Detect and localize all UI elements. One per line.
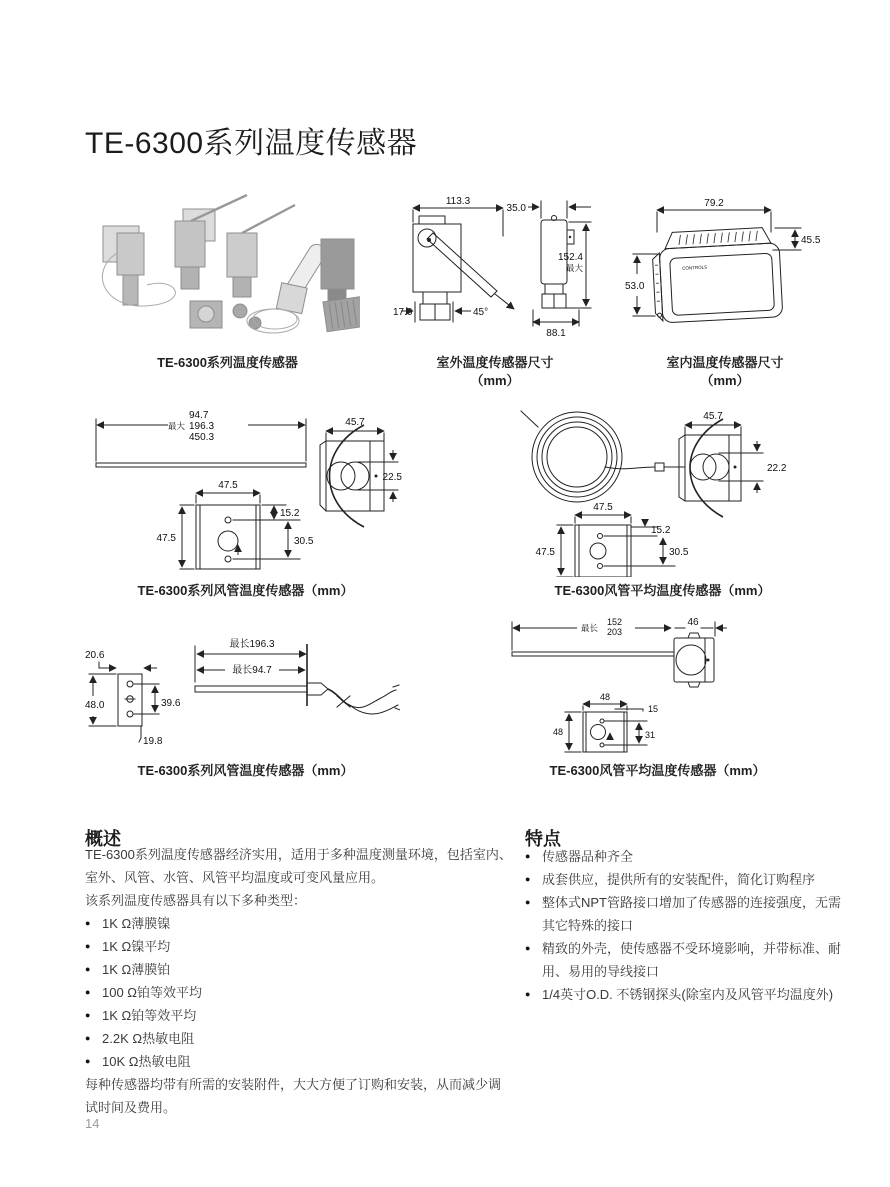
dim-label: 196.3 — [189, 421, 215, 432]
dim-label: 203 — [607, 627, 623, 637]
features-heading: 特点 — [525, 828, 561, 849]
dim-label: 48 — [552, 727, 563, 737]
product-photo — [95, 193, 360, 345]
dim-label: 22.5 — [382, 472, 402, 483]
bullet-icon: ● — [525, 897, 531, 907]
dim-label: 79.2 — [704, 198, 724, 209]
duct-probe-drawing — [85, 618, 400, 756]
bullet-icon: ● — [85, 964, 91, 974]
dim-label: 15.2 — [280, 508, 300, 519]
outdoor-sensor-drawing — [393, 196, 605, 346]
list-item — [85, 912, 513, 935]
duct-averaging2-caption: TE-6300风管平均温度传感器（mm） — [549, 763, 766, 778]
bullet-icon: ● — [85, 1010, 91, 1020]
bullet-text: 10K Ω热敏电阻 — [102, 1054, 191, 1069]
dim-label: 最长 — [581, 623, 599, 633]
dim-label: 88.1 — [546, 328, 566, 339]
list-item — [85, 935, 513, 958]
dim-label: 152.4 — [557, 252, 583, 263]
bullet-icon: ● — [85, 941, 91, 951]
duct-sensor-drawing — [88, 405, 403, 577]
dim-label: 47.5 — [156, 533, 176, 544]
duct-probe-caption: TE-6300系列风管温度传感器（mm） — [137, 763, 354, 778]
dim-label: 35.0 — [506, 203, 526, 214]
list-item — [85, 1027, 513, 1050]
dim-label: 48 — [599, 692, 611, 702]
indoor-sensor-drawing — [623, 198, 823, 340]
list-item — [525, 983, 847, 1006]
dim-label: 30.5 — [294, 536, 314, 547]
dim-label: 30.5 — [669, 547, 689, 558]
outdoor-caption: 室外温度传感器尺寸 （mm） — [436, 355, 554, 388]
list-item — [525, 937, 847, 983]
page-number: 14 — [85, 1116, 100, 1131]
bullet-text: 精致的外壳，使传感器不受环境影响，并带标准、耐用、易用的导线接口 — [542, 941, 842, 979]
overview-paragraph: 该系列温度传感器具有以下多种类型： — [85, 893, 307, 908]
bullet-text: 1K Ω薄膜镍 — [102, 916, 171, 931]
dim-label: 最大 — [565, 263, 583, 273]
dim-label: 152 — [607, 617, 623, 627]
dim-label: 最长196.3 — [229, 639, 275, 650]
list-item — [525, 891, 847, 937]
bullet-text: 成套供应，提供所有的安装配件，简化订购程序 — [542, 872, 816, 887]
dim-label: 450.3 — [189, 432, 215, 443]
dim-label: 19.8 — [143, 736, 163, 747]
bullet-icon: ● — [525, 851, 531, 861]
bullet-text: 传感器品种齐全 — [542, 849, 634, 864]
bullet-text: 1/4英寸O.D. 不锈钢探头(除室内及风管平均温度外) — [542, 987, 834, 1002]
dim-label: 17.0 — [393, 307, 413, 318]
duct-averaging2-drawing — [495, 612, 820, 754]
bullet-icon: ● — [85, 918, 91, 928]
dim-label: 20.6 — [85, 650, 105, 661]
dim-label: 47.5 — [593, 502, 613, 513]
dim-label: 47.5 — [218, 480, 238, 491]
dim-label: 45.5 — [801, 235, 821, 246]
dim-label: 48.0 — [85, 700, 105, 711]
bullet-icon: ● — [525, 943, 531, 953]
bullet-icon: ● — [525, 989, 531, 999]
bullet-text: 2.2K Ω热敏电阻 — [102, 1031, 195, 1046]
indoor-caption: 室内温度传感器尺寸 （mm） — [666, 355, 784, 388]
overview-paragraph: 每种传感器均带有所需的安装附件，大大方便了订购和安装，从而减少调试时间及费用。 — [85, 1077, 502, 1115]
photo-caption: TE-6300系列温度传感器 — [157, 355, 298, 370]
features-bullet-list — [525, 845, 847, 1006]
list-item — [85, 958, 513, 981]
overview-body — [85, 843, 513, 1119]
dim-label: 45.7 — [703, 411, 723, 422]
list-item — [525, 845, 847, 868]
dim-label: 53.0 — [625, 281, 645, 292]
bullet-icon: ● — [85, 1056, 91, 1066]
list-item — [525, 868, 847, 891]
bullet-text: 1K Ω镍平均 — [102, 939, 171, 954]
bullet-icon: ● — [525, 874, 531, 884]
bullet-text: 100 Ω铂等效平均 — [102, 985, 203, 1000]
dim-label: 最大 — [167, 421, 185, 431]
bullet-icon: ● — [85, 1033, 91, 1043]
list-item — [85, 1004, 513, 1027]
dim-label: 113.3 — [445, 196, 471, 207]
page-title: TE-6300系列温度传感器 — [85, 127, 418, 161]
bullet-icon: ● — [85, 987, 91, 997]
duct-caption: TE-6300系列风管温度传感器（mm） — [137, 583, 354, 598]
dim-label: 31 — [645, 730, 656, 740]
dim-label: 94.7 — [189, 410, 209, 421]
duct-averaging-caption: TE-6300风管平均温度传感器（mm） — [554, 583, 771, 598]
overview-paragraph: TE-6300系列温度传感器经济实用，适用于多种温度测量环境，包括室内、室外、风管、水管、风管平均温度或可变风量应用。 — [85, 847, 512, 885]
overview-heading: 概述 — [85, 828, 121, 849]
dim-label: 45.7 — [345, 417, 365, 428]
list-item — [85, 1050, 513, 1073]
bullet-text: 整体式NPT管路接口增加了传感器的连接强度，无需其它特殊的接口 — [542, 895, 842, 933]
bullet-text: 1K Ω铂等效平均 — [102, 1008, 197, 1023]
duct-averaging-drawing — [505, 405, 820, 577]
overview-bullet-list — [85, 912, 513, 1073]
dim-label: 最长94.7 — [232, 665, 272, 676]
bullet-text: 1K Ω薄膜铂 — [102, 962, 171, 977]
dim-label: 22.2 — [767, 463, 787, 474]
brand-logo: CONTROLS — [682, 264, 708, 271]
dim-label: 46 — [687, 617, 699, 628]
dim-label: 15 — [648, 704, 659, 714]
list-item — [85, 981, 513, 1004]
features-body — [525, 845, 847, 1006]
dim-label: 47.5 — [535, 547, 555, 558]
dim-label: 15.2 — [651, 525, 671, 536]
dim-label: 39.6 — [161, 698, 181, 709]
dim-label: 45° — [473, 307, 489, 318]
